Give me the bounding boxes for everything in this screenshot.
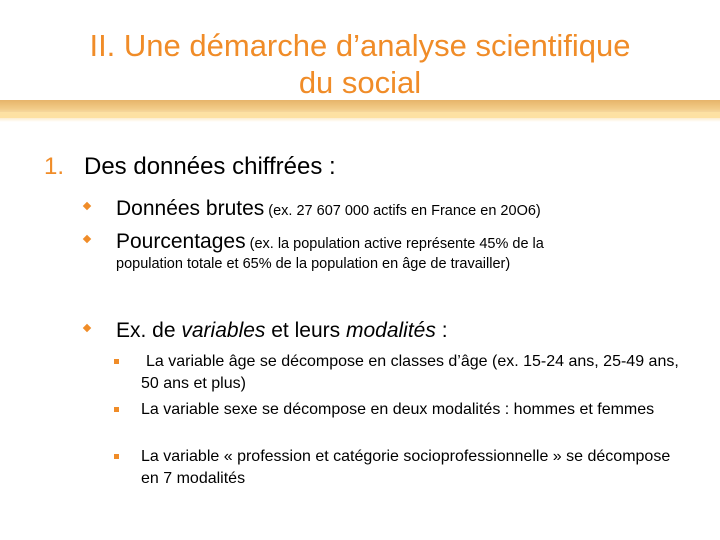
- diamond-bullet-icon: [83, 235, 91, 243]
- section-heading: [44, 152, 336, 182]
- bullet-lead: Données brutes: [116, 197, 265, 220]
- sub-bullet-text: La variable « profession et catégorie socioprofessionnelle » se décompose en 7 modalités: [141, 448, 671, 487]
- bullet-lead-part: Ex. de: [116, 319, 182, 342]
- bullet-lead-part: et leurs: [265, 319, 346, 342]
- diamond-bullet-icon: [83, 202, 91, 210]
- bullet-lead: Pourcentages: [116, 230, 246, 253]
- square-bullet-icon: [114, 454, 119, 459]
- bullet-detail: (ex. la population active représente 45% de la: [245, 236, 544, 252]
- bullet-detail-continued: population totale et 65% de la population en âge de travailler): [116, 256, 511, 272]
- section-number: 1.: [44, 153, 65, 180]
- bullet-text: [116, 318, 448, 344]
- section-heading-text: Des données chiffrées :: [84, 153, 336, 180]
- sub-bullet-text: La variable âge se décompose en classes d’âge (ex. 15-24 ans, 25-49 ans, 50 ans et plus): [141, 353, 679, 392]
- bullet-text: [116, 196, 541, 224]
- bullet-lead-italic: modalités: [345, 319, 436, 342]
- square-bullet-icon: [114, 359, 119, 364]
- bullet-lead-italic: variables: [181, 319, 266, 342]
- bullet-lead-part: :: [435, 319, 448, 342]
- sub-bullet-text: La variable sexe se décompose en deux modalités : hommes et femmes: [141, 401, 655, 418]
- bullet-detail: (ex. 27 607 000 actifs en France en 20O6): [264, 203, 541, 219]
- bullet-text: [116, 229, 544, 257]
- square-bullet-icon: [114, 407, 119, 412]
- title-line-1: II. Une démarche d’analyse scientifique: [89, 27, 631, 63]
- diamond-bullet-icon: [83, 324, 91, 332]
- title-line-2: du social: [298, 64, 422, 100]
